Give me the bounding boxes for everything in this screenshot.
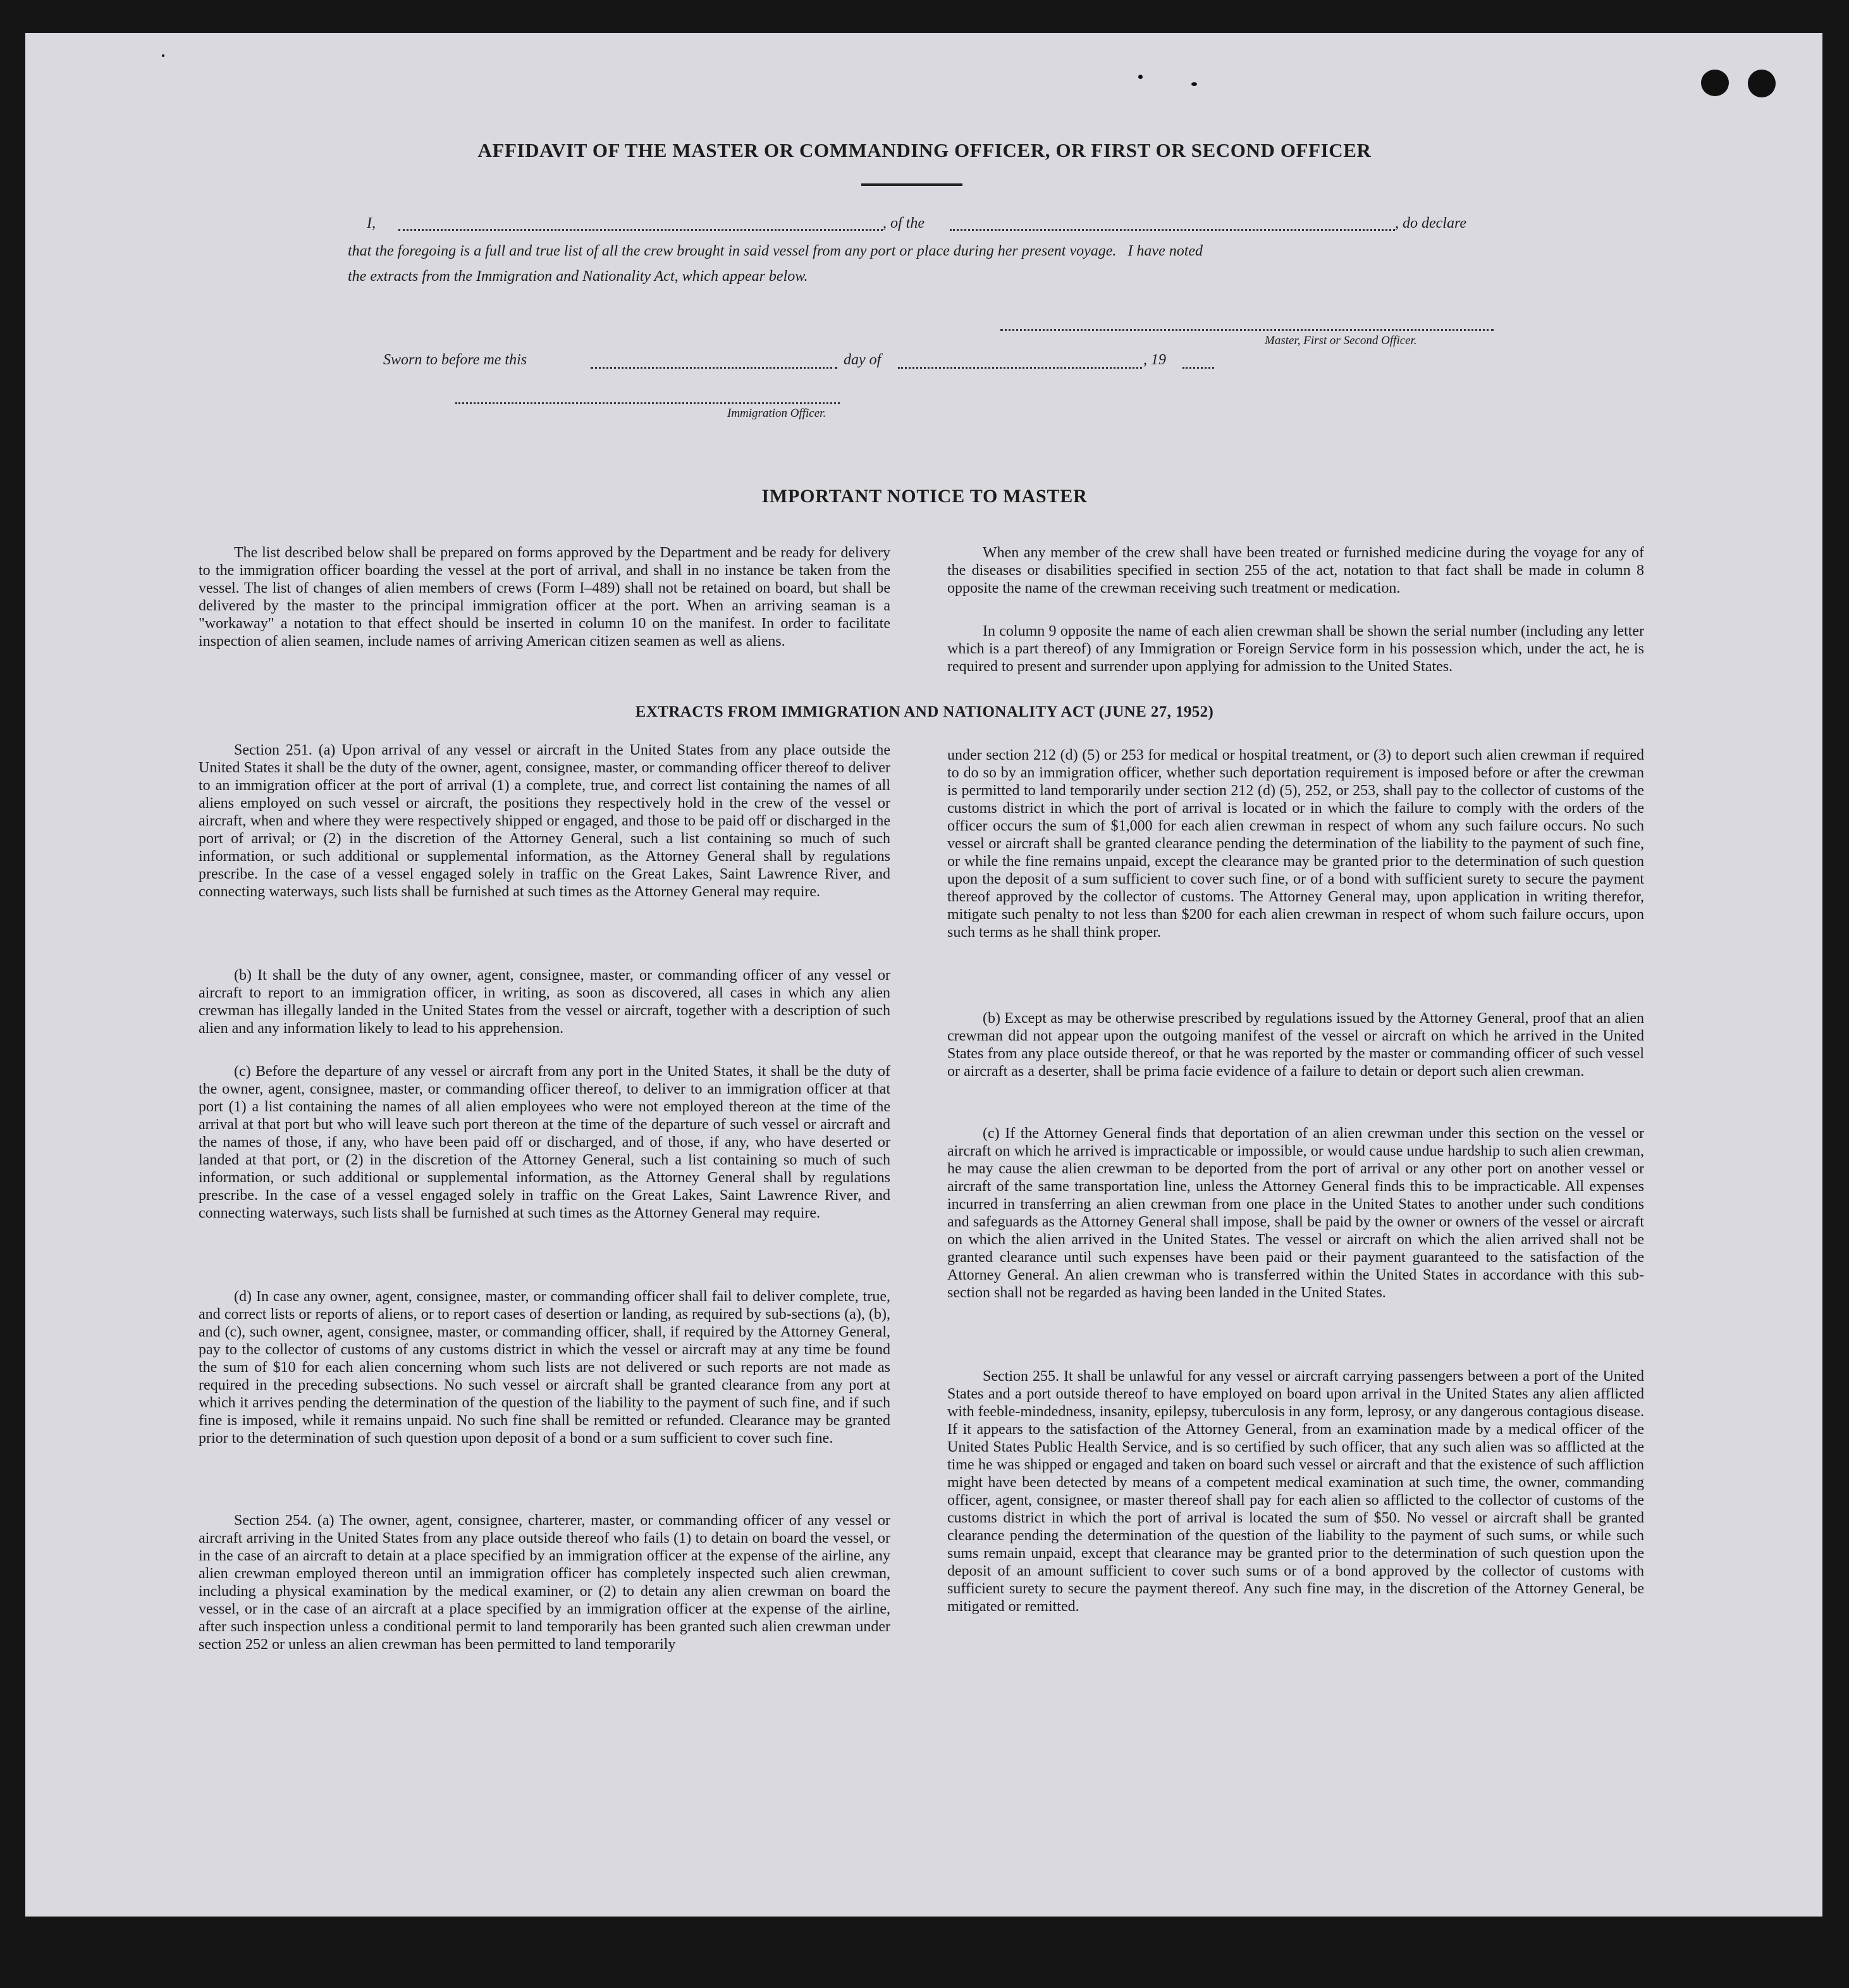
sworn-year-field[interactable] (1182, 367, 1214, 369)
ink-spot (1701, 70, 1729, 96)
notice-paragraph: When any member of the crew shall have been treated or furnished medicine during the voyage for any of the diseases or disabilities specified in section 255 of the act, notation to that fact shall be made in column 8 opposite the name of the crewman receiving such treatment or medication. (947, 545, 1644, 596)
sworn-label: Sworn to before me this (383, 352, 527, 368)
notice-paragraph: In column 9 opposite the name of each alien crewman shall be shown the serial number (including any letter which is a part thereof) of any Immigration or Foreign Service form in his possession which, under the act, he is required to present and surrender upon applying for admission to the United States. (947, 623, 1644, 675)
day-of-label: day of (844, 352, 882, 368)
act-section-251d: (d) In case any owner, agent, consignee, master, or commanding officer shall fail to deliver complete, true, and correct lists or reports of aliens, or to report cases of desertion or landing, as required by sub-sections (a), (b), and (c), such owner, agent, consignee, master, or commanding officer, shall, if required by the Attorney General, pay to the collector of customs of any customs district in which the vessel or aircraft may at any time be found the sum of $10 for each alien concerning whom such lists are not delivered or such reports are not made as required in the preceding subsections. No such vessel or aircraft shall be granted clearance from any port at which it arrives pending the determination of the question of the liability to the payment of such fine, and if such fine is imposed, while it remains unpaid. No such fine shall be remitted or refunded. Clearance may be granted prior to the determination of such question upon deposit of a bond or a sum sufficient to cover such fine. (199, 1288, 890, 1447)
act-section-254b: (b) Except as may be otherwise prescribed by regulations issued by the Attorney General, proof that an alien crewman did not appear upon the outgoing manifest of the vessel or aircraft on which he arrived in the United States from any place outside thereof, or that he was reported by the master or commanding officer of such vessel or aircraft as a deserter, shall be prima facie evidence of a failure to detain or deport such alien crewman. (947, 1010, 1644, 1080)
act-section-251a: Section 251. (a) Upon arrival of any vessel or aircraft in the United States from any place outside the United States it shall be the duty of the owner, agent, consignee, master, or commanding officer thereof to deliver to an immigration officer at the port of arrival (1) a complete, true, and correct list containing the names of all aliens employed on such vessel or aircraft, the positions they respectively hold in the crew of the vessel or aircraft, when and where they were respectively shipped or engaged, and those to be paid off or discharged in the port of arrival; or (2) in the discretion of the Attorney General, such a list containing so much of such information, or such additional or supplemental information, as the Attorney General shall by regulations prescribe. In the case of a vessel engaged solely in traffic on the Great Lakes, Saint Lawrence River, and connecting waterways, such lists shall be furnished at such times as the Attorney General may require. (199, 742, 890, 900)
sworn-day-field[interactable] (591, 367, 837, 369)
ink-spot (1748, 70, 1776, 97)
speck (1191, 82, 1197, 86)
notice-paragraph: The list described below shall be prepared on forms approved by the Department and be ready for delivery to the immigration officer boarding the vessel at the port of arrival, and shall in no instance be taken from the vessel. The list of changes of alien members of crews (Form I–489) shall not be retained on board, but shall be delivered by the master to the principal immigration officer at the port. When an arriving seaman is a "workaway" a notation to that effect should be inserted in column 10 on the manifest. In order to facilitate inspection of alien seamen, include names of arriving American citizen seamen as well as aliens. (199, 545, 890, 650)
master-signature-field[interactable] (1000, 329, 1494, 331)
act-section-251c: (c) Before the departure of any vessel or aircraft from any port in the United States, it shall be the duty of the owner, agent, consignee, master, or commanding officer thereof, to deliver to an immigration officer at that port (1) a list containing the names of all alien employees who were not employed thereon at the time of the arrival at that port but who will leave such port thereon at the time of the departure of such vessel or aircraft and the names of those, if any, who have been paid off or discharged, and of those, if any, who have deserted or landed at that port, or (2) in the discretion of the Attorney General, such a list containing so much of such information, or such additional or supplemental information, as the Attorney General shall by regulations prescribe. In the case of a vessel engaged solely in traffic on the Great Lakes, Saint Lawrence River, and connecting waterways, such lists shall be furnished at such times as the Attorney General may require. (199, 1063, 890, 1221)
extracts-title: EXTRACTS FROM IMMIGRATION AND NATIONALITY ACT (JUNE 27, 1952) (635, 703, 1214, 720)
title-rule (861, 183, 962, 186)
speck (162, 54, 164, 57)
officer-signature-caption: Immigration Officer. (727, 407, 826, 420)
speck (1138, 75, 1143, 79)
officer-signature-field[interactable] (455, 402, 840, 404)
act-section-255: Section 255. It shall be unlawful for any vessel or aircraft carrying passengers between a port of the United States and a port outside thereof to have employed on board upon arrival in the United States any alien afflicted with feeble-mindedness, insanity, epilepsy, tuberculosis in any form, leprosy, or any dangerous contagious disease. If it appears to the satisfaction of the Attorney General, from an examination made by a medical officer of the United States Public Health Service, and is so certified by such officer, that any such alien was so afflicted at the time he was shipped or engaged and taken on board such vessel or aircraft and that the existence of such affliction might have been detected by means of a competent medical examination at such time, the owner, commanding officer, agent, consignee, or master thereof shall pay for each alien so afflicted to the collector of customs of the customs district in which the port of arrival is located the sum of $50. No vessel or aircraft shall be granted clearance pending the determination of the question of the liability to the payment of such sums, or while such sums remain unpaid, except that clearance may be granted prior to the determination of such question upon the deposit of an amount sufficient to cover such sums or of a bond approved by the collector of customs with sufficient surety to secure the payment thereof. Any such fine may, in the discretion of the Attorney General, be mitigated or remitted. (947, 1368, 1644, 1615)
declaration-text-2: the extracts from the Immigration and Nationality Act, which appear below. (348, 268, 808, 285)
master-signature-caption: Master, First or Second Officer. (1265, 334, 1417, 347)
notice-title: IMPORTANT NOTICE TO MASTER (761, 486, 1088, 507)
declarant-label: I, (367, 215, 376, 232)
declaration-text-1: that the foregoing is a full and true list of all the crew brought in said vessel from any port or place during her present voyage. I have noted (348, 243, 1203, 259)
of-the-label: , of the (883, 215, 924, 232)
declarant-name-field[interactable] (398, 229, 883, 231)
year-label: , 19 (1143, 352, 1166, 368)
do-declare-label: , do declare (1395, 215, 1467, 232)
act-section-254a-continued: under section 212 (d) (5) or 253 for medical or hospital treatment, or (3) to deport such alien crewman if required to do so by an immigration officer, whether such deportation requirement is imposed before or after the crewman is permitted to land temporarily under section 212 (d) (5), 252, or 253, shall pay to the collector of customs of the customs district in which the port of arrival is located or in which the failure to comply with the orders of the officer occurs the sum of $1,000 for each alien crewman in respect of whom any such failure occurs. No such vessel or aircraft shall be granted clearance pending the determination of the liability to the payment of such fine, or while the fine remains unpaid, except the clearance may be granted prior to the determination of such question upon the deposit of a sum sufficient to cover such fine, or of a bond with sufficient surety to secure the payment thereof approved by the collector of customs. The Attorney General may, upon application in writing therefor, mitigate such penalty to not less than $200 for each alien crewman in respect of whom such failure occurs, upon such terms as he shall think proper. (947, 747, 1644, 941)
act-section-254c: (c) If the Attorney General finds that deportation of an alien crewman under this section on the vessel or aircraft on which he arrived is impracticable or impossible, or would cause undue hardship to such alien crewman, he may cause the alien crewman to be deported from the port of arrival or any other port on another vessel or aircraft of the same transportation line, unless the Attorney General finds this to be impracticable. All expenses incurred in transferring an alien crewman from one place in the United States to another under such conditions and safeguards as the Attorney General shall impose, shall be paid by the owner or owners of the vessel or aircraft on which the alien arrived in the United States. The vessel or aircraft on which the alien arrived shall not be granted clearance until such expenses have been paid or their payment guaranteed to the satisfaction of the Attorney General. An alien crewman who is transferred within the United States in accordance with this sub-section shall not be regarded as having been landed in the United States. (947, 1125, 1644, 1301)
sworn-month-field[interactable] (898, 367, 1142, 369)
affidavit-title: AFFIDAVIT OF THE MASTER OR COMMANDING OFFICER, OR FIRST OR SECOND OFFICER (477, 139, 1372, 161)
act-section-254a: Section 254. (a) The owner, agent, consignee, charterer, master, or commanding officer of any vessel or aircraft arriving in the United States from any place outside thereof who fails (1) to detain on board the vessel, or in the case of an aircraft to detain at a place specified by an immigration officer at the expense of the airline, any alien crewman employed thereon until an immigration officer has completely inspected such alien crewman, including a physical examination by the medical examiner, or (2) to detain any alien crewman on board the vessel, or in the case of an aircraft at a place specified by an immigration officer at the expense of the airline, after such inspection unless a conditional permit to land temporarily has been granted such alien crewman under section 252 or unless an alien crewman has been permitted to land temporarily (199, 1512, 890, 1653)
act-section-251b: (b) It shall be the duty of any owner, agent, consignee, master, or commanding officer of any vessel or aircraft to report to an immigration officer, in writing, as soon as discovered, all cases in which any alien crewman has illegally landed in the United States from the vessel or aircraft, together with a description of such alien and any information likely to lead to his apprehension. (199, 967, 890, 1037)
vessel-name-field[interactable] (950, 229, 1395, 231)
